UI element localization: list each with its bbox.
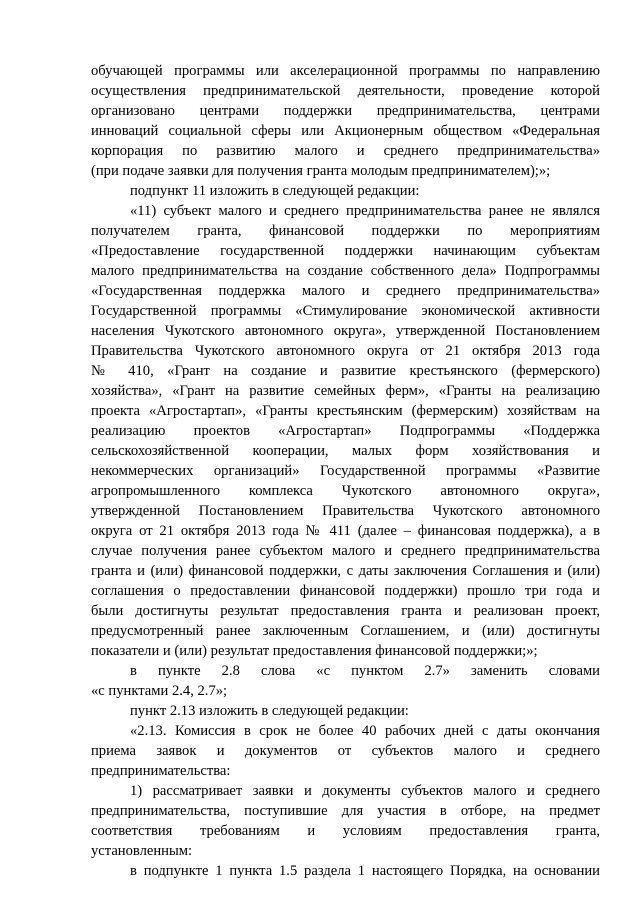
text-line: соглашения о предоставлении финансовой поддержки) прошло три года и [91, 583, 600, 599]
text-line: приема заявок и документов от субъектов малого и среднего [91, 743, 600, 759]
text-line: реализацию проектов «Агростартап» Подпрограммы «Поддержка [91, 423, 600, 439]
text-line: корпорация по развитию малого и среднего предпринимательства» [91, 143, 600, 159]
text-line: предусмотренный ранее заключенным Соглашением, и (или) достигнуты [91, 623, 600, 639]
text-line: Государственной программы «Стимулирование экономической активности [91, 303, 600, 319]
text-line: случае получения ранее субъектом малого и среднего предпринимательства [91, 543, 600, 559]
text-line: (при подаче заявки для получения гранта молодым предпринимателем);»; [91, 163, 551, 179]
text-line: «11) субъект малого и среднего предпринимательства ранее не являлся [130, 203, 600, 219]
text-line: № 410, «Грант на создание и развитие крестьянского (фермерского) [91, 363, 600, 379]
text-line: населения Чукотского автономного округа», утвержденной Постановлением [91, 323, 600, 339]
text-line: некоммерческих организаций» Государственной программы «Развитие [91, 463, 600, 479]
text-line: сельскохозяйственной кооперации, малых форм хозяйствования и [91, 443, 600, 459]
text-line: округа от 21 октября 2013 года № 411 (далее – финансовая поддержка), а в [91, 523, 600, 539]
text-line: 1) рассматривает заявки и документы субъектов малого и среднего [130, 783, 600, 799]
text-line: агропромышленного комплекса Чукотского автономного округа», [91, 483, 600, 499]
text-line: хозяйства», «Грант на развитие семейных ферм», «Гранты на реализацию [91, 383, 600, 399]
text-line: установленным: [91, 843, 193, 859]
text-line: подпункт 11 изложить в следующей редакции: [130, 183, 420, 199]
text-line: предпринимательства: [91, 763, 231, 779]
text-line: были достигнуты результат предоставления гранта и реализован проект, [91, 603, 600, 619]
text-line: утвержденной Постановлением Правительства Чукотского автономного [91, 503, 600, 519]
text-line: осуществления предпринимательской деятельности, проведение которой [91, 83, 600, 99]
text-line: малого предпринимательства на создание собственного дела» Подпрограммы [91, 263, 600, 279]
text-line: инноваций социальной сферы или Акционерным обществом «Федеральная [91, 123, 600, 139]
text-line: соответствия требованиям и условиям предоставления гранта, [91, 823, 600, 839]
text-line: в подпункте 1 пункта 1.5 раздела 1 настоящего Порядка, на основании [130, 863, 600, 879]
text-line: пункт 2.13 изложить в следующей редакции: [130, 703, 409, 719]
text-line: «Предоставление государственной поддержки начинающим субъектам [91, 243, 600, 259]
text-line: в пункте 2.8 слова «с пунктом 2.7» заменить словами [130, 663, 600, 679]
text-line: организовано центрами поддержки предпринимательства, центрами [91, 103, 600, 119]
text-line: показатели и (или) результат предоставления финансовой поддержки;»; [91, 643, 538, 659]
text-line: Правительства Чукотского автономного округа от 21 октября 2013 года [91, 343, 600, 359]
text-line: обучающей программы или акселерационной программы по направлению [91, 63, 600, 79]
text-line: «2.13. Комиссия в срок не более 40 рабочих дней с даты окончания [130, 723, 600, 739]
text-line: гранта и (или) финансовой поддержки, с даты заключения Соглашения и (или) [91, 563, 600, 579]
text-line: получателем гранта, финансовой поддержки по мероприятиям [91, 223, 600, 239]
text-line: «Государственная поддержка малого и среднего предпринимательства» [91, 283, 600, 299]
text-line: предпринимательства, поступившие для участия в отборе, на предмет [91, 803, 600, 819]
text-line: «с пунктами 2.4, 2.7»; [91, 683, 228, 699]
text-line: проекта «Агростартап», «Гранты крестьянским (фермерским) хозяйствам на [91, 403, 600, 419]
